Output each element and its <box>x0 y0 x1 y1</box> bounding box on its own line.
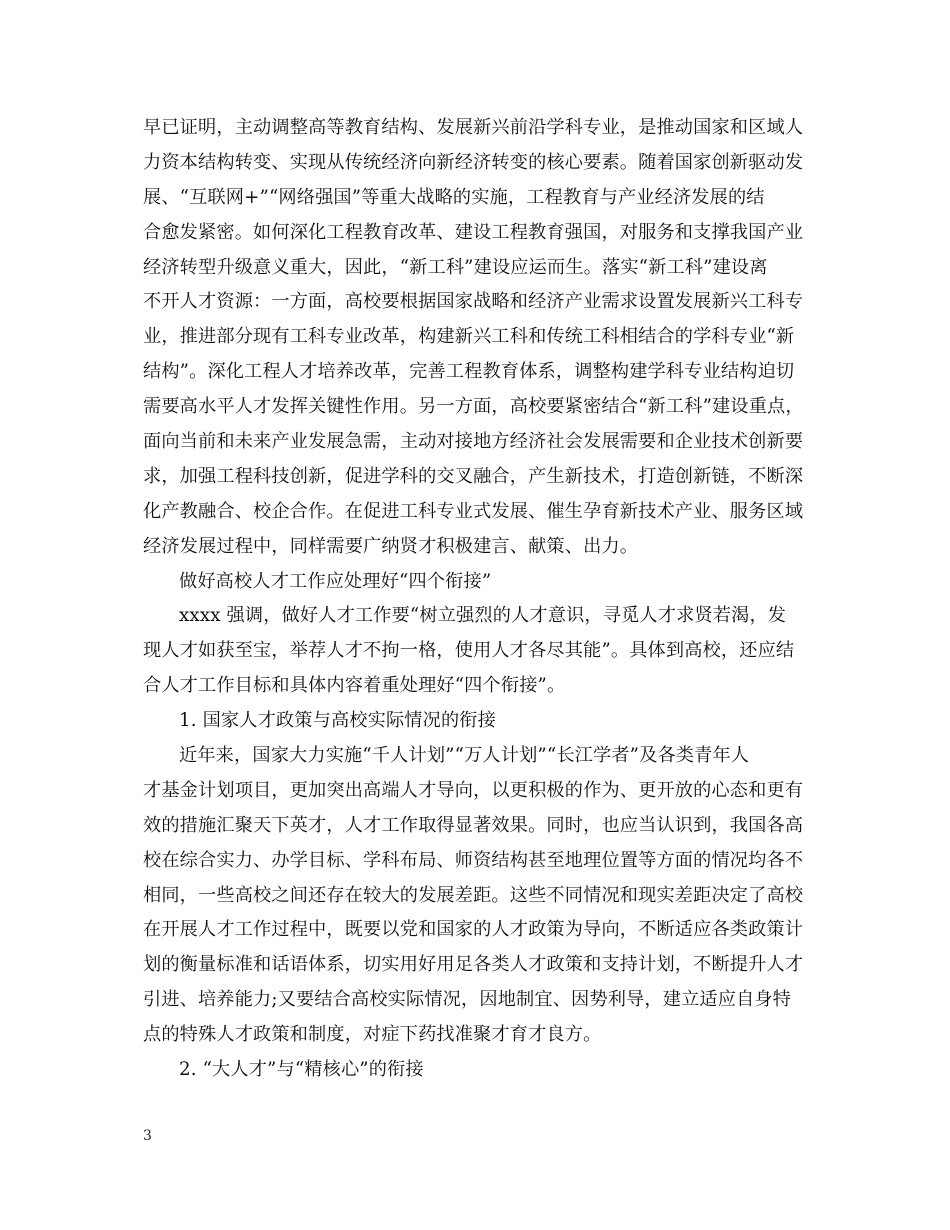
text-line: 相同，一些高校之间还存在较大的发展差距。这些不同情况和现实差距决定了高校 <box>143 884 804 906</box>
text-line: 现人才如获至宝，举荐人才不拘一格，使用人才各尽其能”。具体到高校，还应结 <box>143 640 795 662</box>
text-line: 2. “大人才”与“精核心”的衔接 <box>179 1059 424 1081</box>
text-line: 校在综合实力、办学目标、学科布局、师资结构甚至地理位置等方面的情况均各不 <box>143 849 804 871</box>
text-line: 引进、培养能力;又要结合高校实际情况，因地制宜、因势利导，建立适应自身特 <box>143 989 792 1011</box>
text-line: 早已证明，主动调整高等教育结构、发展新兴前沿学科专业，是推动国家和区域人 <box>143 117 804 138</box>
text-line: 经济转型升级意义重大，因此，“新工科”建设应运而生。落实“新工科”建设离 <box>143 256 768 278</box>
text-line: 结构”。深化工程人才培养改革，完善工程教育体系，调整构建学科专业结构迫切 <box>143 361 795 383</box>
text-line: 化产教融合、校企合作。在促进工科专业式发展、催生孕育新技术产业、服务区域 <box>143 500 804 522</box>
body-text <box>143 111 833 1088</box>
text-line: 业，推进部分现有工科专业改革，构建新兴工科和传统工科相结合的学科专业“新 <box>143 326 795 348</box>
text-line: xxxx 强调，做好人才工作要“树立强烈的人才意识，寻觅人才求贤若渴，发 <box>179 605 787 627</box>
text-line: 点的特殊人才政策和制度，对症下药找准聚才育才良方。 <box>143 1024 602 1046</box>
text-line: 1. 国家人才政策与高校实际情况的衔接 <box>179 710 496 732</box>
text-line: 合人才工作目标和具体内容着重处理好“四个衔接”。 <box>143 675 566 697</box>
text-line: 面向当前和未来产业发展急需，主动对接地方经济社会发展需要和企业技术创新要 <box>143 431 804 453</box>
text-line: 划的衡量标准和话语体系，切实用好用足各类人才政策和支持计划，不断提升人才 <box>143 954 804 976</box>
page-number: 3 <box>143 1128 152 1144</box>
text-line: 求，加强工程科技创新，促进学科的交叉融合，产生新技术，打造创新链，不断深 <box>143 465 804 487</box>
text-line: 经济发展过程中，同样需要广纳贤才积极建言、献策、出力。 <box>143 535 639 557</box>
text-line: 需要高水平人才发挥关键性作用。另一方面，高校要紧密结合“新工科”建设重点， <box>143 396 804 418</box>
text-line: 展、“互联网+”“网络强国”等重大战略的实施，工程教育与产业经济发展的结 <box>143 186 765 208</box>
text-line: 在开展人才工作过程中，既要以党和国家的人才政策为导向，不断适应各类政策计 <box>143 919 804 941</box>
text-line: 才基金计划项目，更加突出高端人才导向，以更积极的作为、更开放的心态和更有 <box>143 779 804 801</box>
text-line: 效的措施汇聚天下英才，人才工作取得显著效果。同时，也应当认识到，我国各高 <box>143 814 804 836</box>
text-line: 做好高校人才工作应处理好“四个衔接” <box>179 570 492 592</box>
text-line: 不开人才资源：一方面，高校要根据国家战略和经济产业需求设置发展新兴工科专 <box>143 291 804 313</box>
text-line: 力资本结构转变、实现从传统经济向新经济转变的核心要素。随着国家创新驱动发 <box>143 151 804 173</box>
text-line: 近年来，国家大力实施“千人计划”“万人计划”“长江学者”及各类青年人 <box>179 745 750 767</box>
text-line: 合愈发紧密。如何深化工程教育改革、建设工程教育强国，对服务和支撑我国产业 <box>143 221 804 243</box>
